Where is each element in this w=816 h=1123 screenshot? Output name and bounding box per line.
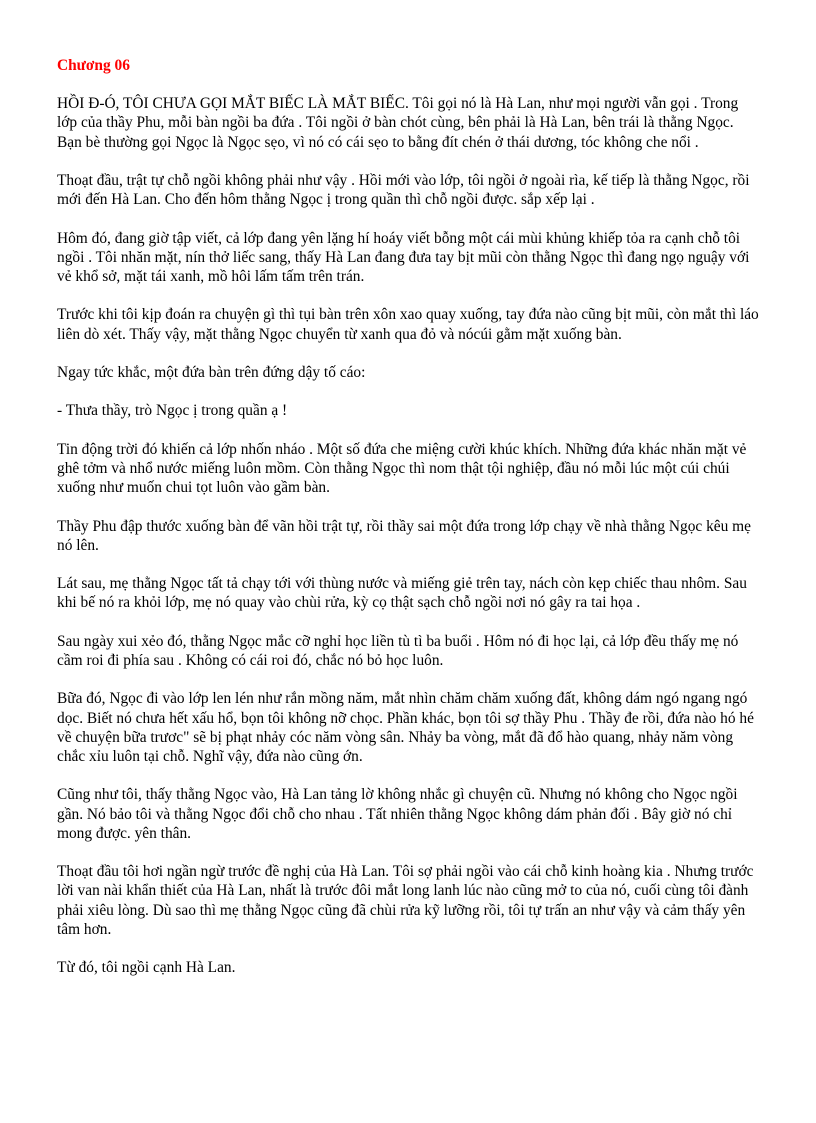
chapter-title: Chương 06: [57, 57, 130, 74]
paragraph: Trước khi tôi kịp đoán ra chuyện gì thì tụi bàn trên xôn xao quay xuống, tay đứa nào cũng bịt mũi, còn mắt thì láo liên dò xét. Thấy vậy, mặt thằng Ngọc chuyển từ xanh qua đỏ và nócúi gằm mặt xuống bàn.: [57, 306, 759, 343]
paragraph: Thoạt đầu tôi hơi ngần ngừ trước đề nghị của Hà Lan. Tôi sợ phải ngồi vào cái chỗ kinh hoàng kia . Nhưng trước lời van nài khẩn thiết của Hà Lan, nhất là trước đôi mắt long lanh lúc nào cũng mở to của nó, cuối cùng tôi đành phải xiêu lòng. Dù sao thì mẹ thằng Ngọc cũng đã chùi rửa kỹ lưỡng rồi, tôi tự trấn an như vậy và cảm thấy yên tâm hơn.: [57, 863, 754, 938]
paragraph: Tin động trời đó khiến cả lớp nhốn nháo . Một số đứa che miệng cười khúc khích. Những đứa khác nhăn mặt vẻ ghê tởm và nhổ nước miếng luôn mồm. Còn thằng Ngọc thì nom thật tội nghiệp, đầu nó mỗi lúc một cúi chúi xuống như muốn chui tọt luôn vào gầm bàn.: [57, 440, 747, 497]
paragraph: Bữa đó, Ngọc đi vào lớp len lén như rắn mồng năm, mắt nhìn chăm chăm xuống đất, không dám ngó ngang ngó dọc. Biết nó chưa hết xấu hổ, bọn tôi không nỡ chọc. Phần khác, bọn tôi sợ thầy Phu . Thầy đe rồi, đứa nào hó hé về chuyện bữa trươc" sẽ bị phạt nhảy cóc năm vòng sân. Nhảy ba vòng, mắt đã đổ hào quang, nhảy năm vòng chắc xỉu luôn tại chỗ. Nghĩ vậy, đứa nào cũng ớn.: [57, 690, 754, 765]
paragraph: Ngay tức khắc, một đứa bàn trên đứng dậy tố cáo:: [57, 363, 366, 381]
paragraph: - Thưa thầy, trò Ngọc ị trong quần ạ !: [57, 402, 288, 420]
paragraph: Cũng như tôi, thấy thằng Ngọc vào, Hà Lan tảng lờ không nhắc gì chuyện cũ. Nhưng nó không cho Ngọc ngồi gần. Nó bảo tôi và thằng Ngọc đổi chỗ cho nhau . Tất nhiên thằng Ngọc không dám phản đối . Bây giờ nó chỉ mong được. yên thân.: [57, 786, 738, 842]
paragraph: Thầy Phu đập thước xuống bàn để vãn hồi trật tự, rồi thầy sai một đứa trong lớp chạy về nhà thằng Ngọc kêu mẹ nó lên.: [57, 517, 751, 554]
paragraph: Sau ngày xui xẻo đó, thằng Ngọc mắc cỡ nghỉ học liền tù tì ba buổi . Hôm nó đi học lại, cả lớp đều thấy mẹ nó cầm roi đi phía sau . Không có cái roi đó, chắc nó bỏ học luôn.: [57, 632, 739, 669]
paragraph: Lát sau, mẹ thằng Ngọc tất tả chạy tới với thùng nước và miếng giẻ trên tay, nách còn kẹp chiếc thau nhôm. Sau khi bế nó ra khỏi lớp, mẹ nó quay vào chùi rửa, kỳ cọ thật sạch chỗ ngồi nơi nó gây ra tai họa .: [57, 575, 747, 612]
paragraph: HỒI Đ-Ó, TÔI CHƯA GỌI MẮT BIẾC LÀ MẮT BIẾC. Tôi gọi nó là Hà Lan, như mọi người vẫn gọi . Trong lớp của thầy Phu, mỗi bàn ngồi ba đứa . Tôi ngồi ở bàn chót cùng, bên phải là Hà Lan, bên trái là thằng Ngọc. Bạn bè thường gọi Ngọc là Ngọc sẹo, vì nó có cái sẹo to bằng đít chén ở thái dương, tóc không che nổi .: [57, 95, 739, 151]
paragraph: Từ đó, tôi ngồi cạnh Hà Lan.: [57, 959, 236, 977]
chapter-body: [57, 94, 760, 977]
paragraph: Thoạt đầu, trật tự chỗ ngồi không phải như vậy . Hồi mới vào lớp, tôi ngồi ở ngoài rìa, kế tiếp là thằng Ngọc, rồi mới đến Hà Lan. Cho đến hôm thằng Ngọc ị trong quần thì chỗ ngồi được. sắp xếp lại .: [57, 172, 750, 209]
paragraph: Hôm đó, đang giờ tập viết, cả lớp đang yên lặng hí hoáy viết bỗng một cái mùi khủng khiếp tỏa ra cạnh chỗ tôi ngồi . Tôi nhăn mặt, nín thở liếc sang, thấy Hà Lan đang đưa tay bịt mũi còn thằng Ngọc thì đang ngọ nguậy với vẻ khổ sở, mặt tái xanh, mồ hôi lấm tấm trên trán.: [57, 229, 750, 285]
